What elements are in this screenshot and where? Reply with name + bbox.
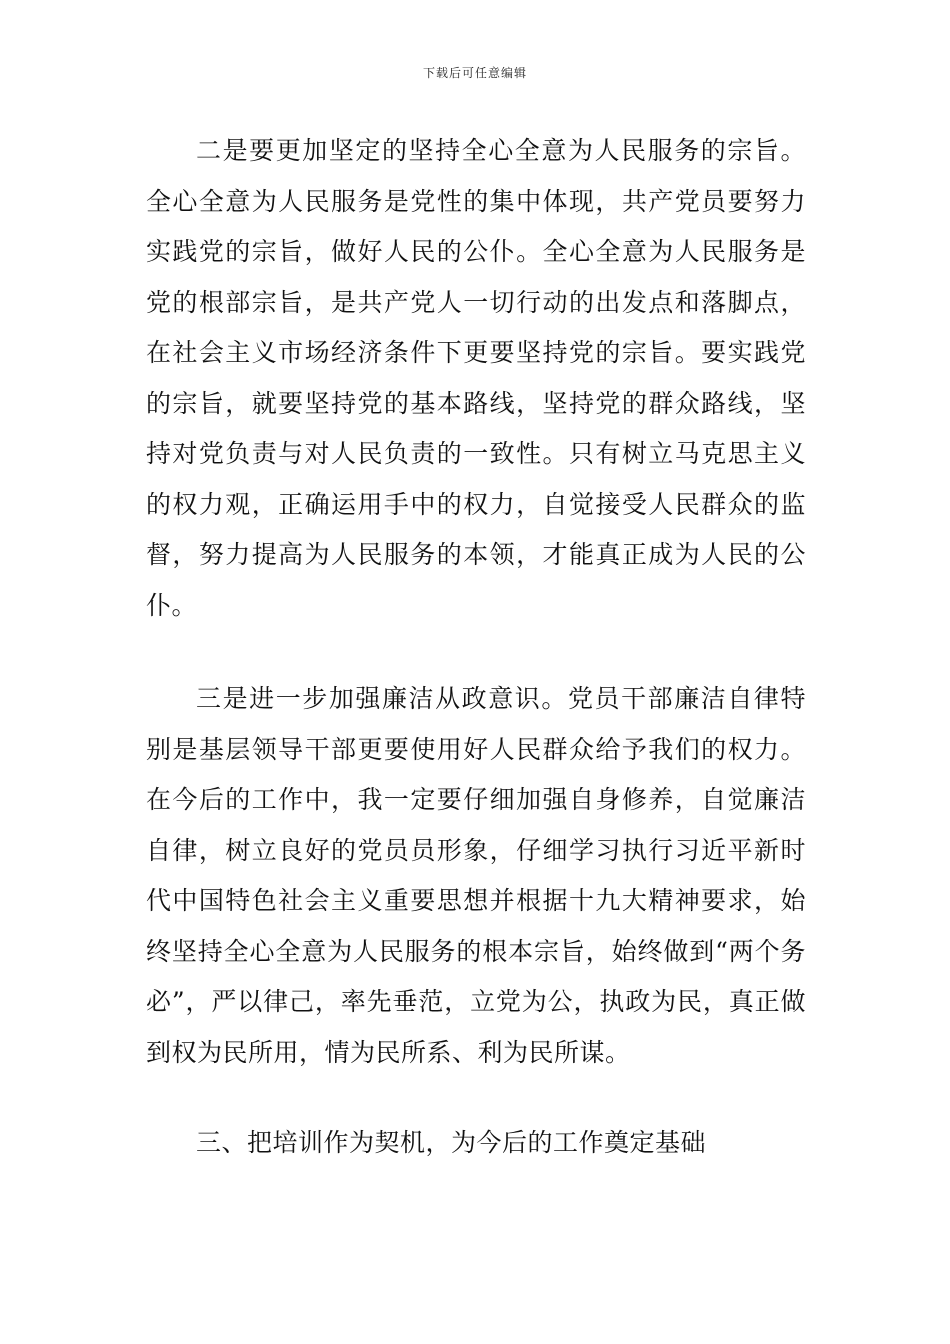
page-header-note: 下载后可任意编辑: [422, 66, 527, 80]
section-heading: 三、把培训作为契机，为今后的工作奠定基础: [196, 1128, 707, 1157]
paragraph-integrity-awareness: 三是进一步加强廉洁从政意识。党员干部廉洁自律特别是基层领导干部更要使用好人民群众给予我们的权力。在今后的工作中，我一定要仔细加强自身修养，自觉廉洁自律，树立良好的党员员形象，仔细学习执行习近平新时代中国特色社会主义重要思想并根据十九大精神要求，始终坚持全心全意为人民服务的根本宗旨，始终做到“两个务必”，严以律己，率先垂范，立党为公，执政为民，真正做到权为民所用，情为民所系、利为民所谋。: [146, 684, 806, 1067]
paragraph-purpose-of-service: 二是要更加坚定的坚持全心全意为人民服务的宗旨。全心全意为人民服务是党性的集中体现，共产党员要努力实践党的宗旨，做好人民的公仆。全心全意为人民服务是党的根部宗旨，是共产党人一切行动的出发点和落脚点，在社会主义市场经济条件下更要坚持党的宗旨。要实践党的宗旨，就要坚持党的基本路线，坚持党的群众路线，坚持对党负责与对人民负责的一致性。只有树立马克思主义的权力观，正确运用手中的权力，自觉接受人民群众的监督，努力提高为人民服务的本领，才能真正成为人民的公仆。: [146, 136, 806, 620]
